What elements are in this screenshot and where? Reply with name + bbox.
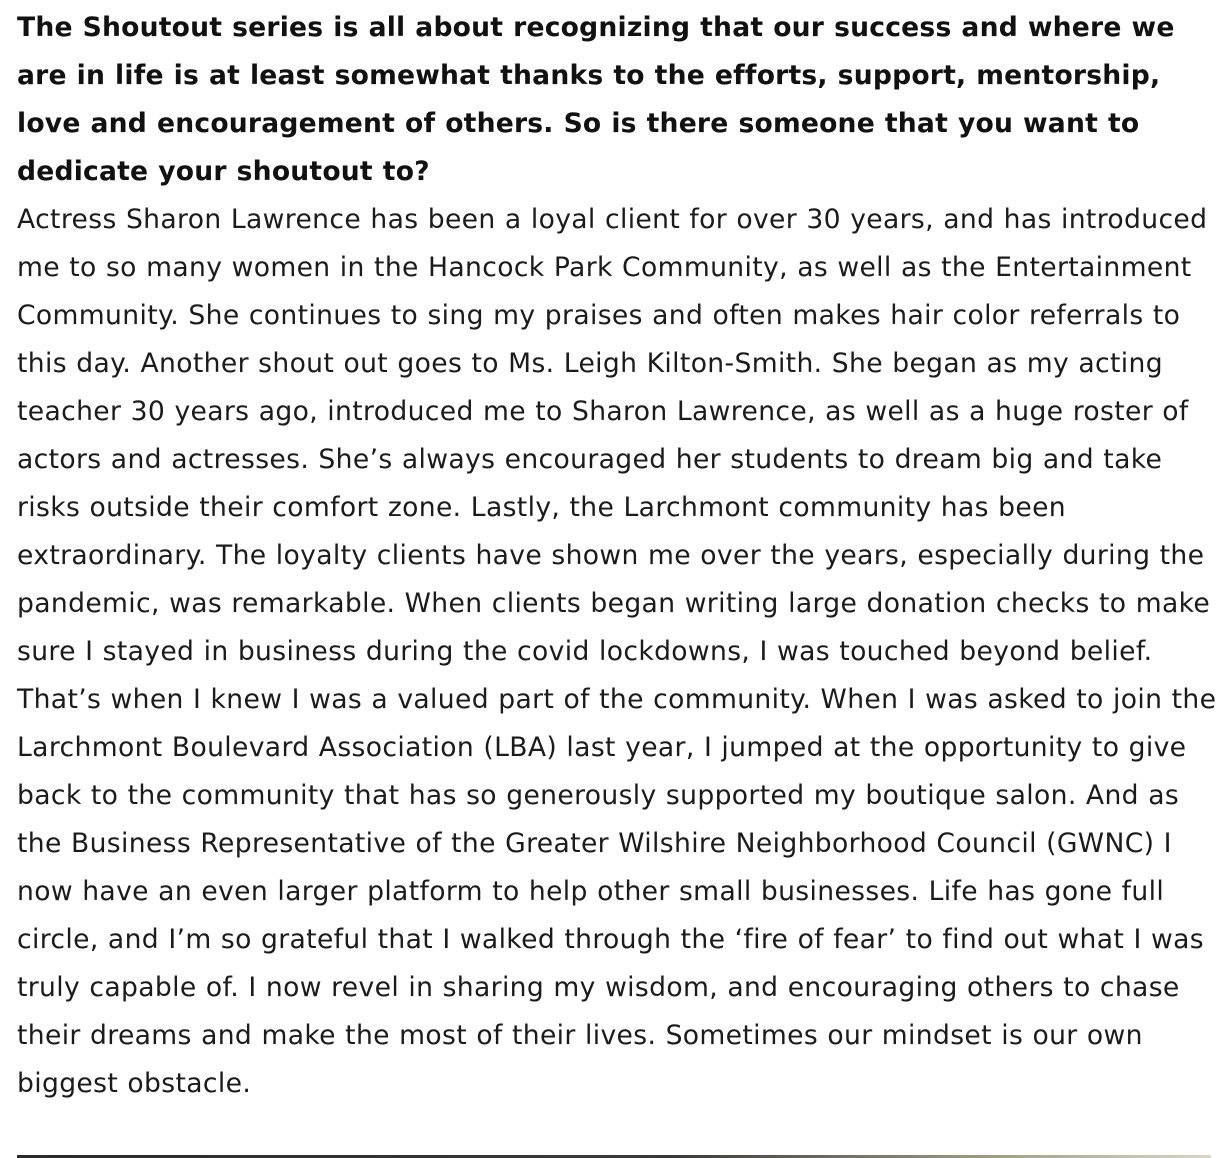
- interview-answer: Actress Sharon Lawrence has been a loyal client for over 30 years, and has introduced me to so many women in the Hancock Park Community, as well as the Entertainment Community. She continues to sing my praises and often makes hair color referrals to this day. Another shout out goes to Ms. Leigh Kilton-Smith. She began as my acting teacher 30 years ago, introduced me to Sharon Lawrence, as well as a huge roster of actors and actresses. She’s always encouraged her students to dream big and take risks outside their comfort zone. Lastly, the Larchmont community has been extraordinary. The loyalty clients have shown me over the years, especially during the pandemic, was remarkable. When clients began writing large donation checks to make sure I stayed in business during the covid lockdowns, I was touched beyond belief. That’s when I knew I was a valued part of the community. When I was asked to join the Larchmont Boulevard Association (LBA) last year, I jumped at the opportunity to give back to the community that has so generously supported my boutique salon. And as the Business Representative of the Greater Wilshire Neighborhood Council (GWNC) I now have an even larger platform to help other small businesses. Life has gone full circle, and I’m so grateful that I walked through the ‘fire of fear’ to find out what I was truly capable of. I now revel in sharing my wisdom, and encouraging others to chase their dreams and make the most of their lives. Sometimes our mindset is our own biggest obstacle.: [17, 204, 1217, 1099]
- article-body: [17, 4, 1217, 1108]
- interview-question: The Shoutout series is all about recognizing that our success and where we are in life is at least somewhat thanks to the efforts, support, mentorship, love and encouragement of others. So is there someone that you want to dedicate your shoutout to?: [17, 12, 1175, 187]
